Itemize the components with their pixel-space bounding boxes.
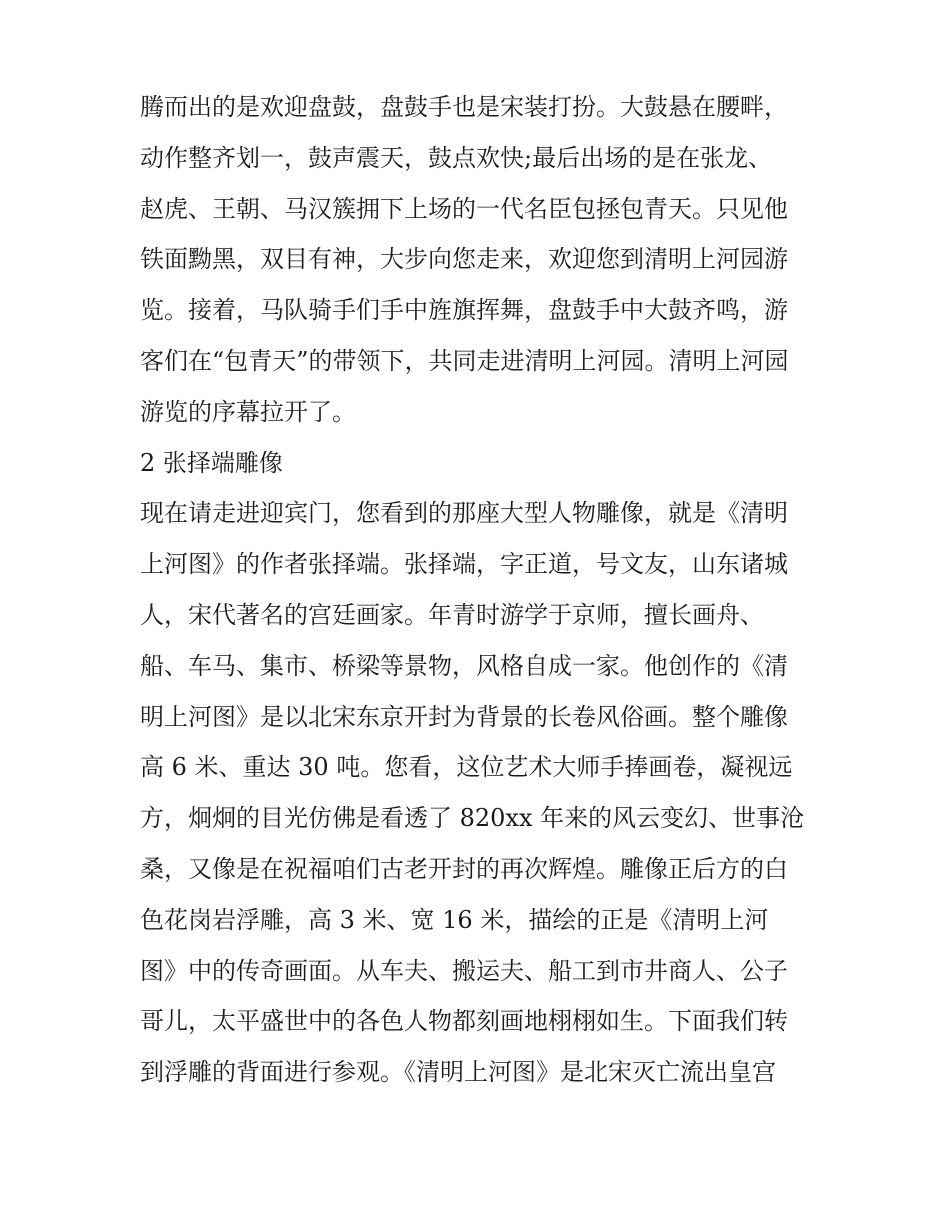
text-line: 哥儿，太平盛世中的各色人物都刻画地栩栩如生。下面我们转 [140,1007,788,1036]
section-heading: 2 张择端雕像 [140,448,283,477]
text-line: 腾而出的是欢迎盘鼓，盘鼓手也是宋装打扮。大鼓悬在腰畔， [140,93,788,121]
text-line: 船、车马、集市、桥梁等景物，风格自成一家。他创作的《清 [140,651,788,680]
text-line: 览。接着，马队骑手们手中旌旗挥舞，盘鼓手中大鼓齐鸣，游 [140,296,788,325]
text-line: 游览的序幕拉开了。 [140,397,356,426]
text-line: 桑，又像是在祝福咱们古老开封的再次辉煌。雕像正后方的白 [140,854,788,883]
text-line: 明上河图》是以北宋东京开封为背景的长卷风俗画。整个雕像 [140,702,788,731]
text-line: 人，宋代著名的宫廷画家。年青时游学于京师，擅长画舟、 [140,600,764,629]
text-line: 图》中的传奇画面。从车夫、搬运夫、船工到市井商人、公子 [140,956,788,985]
text-line: 动作整齐划一，鼓声震天，鼓点欢快;最后出场的是在张龙、 [140,143,773,172]
text-line: 到浮雕的背面进行参观。《清明上河图》是北宋灭亡流出皇宫 [140,1058,776,1087]
text-line: 高 6 米、重达 30 吨。您看，这位艺术大师手捧画卷，凝视远 [140,753,793,782]
body-text [140,82,830,1098]
text-line: 现在请走进迎宾门，您看到的那座大型人物雕像，就是《清明 [140,499,788,528]
text-line: 上河图》的作者张择端。张择端，字正道，号文友，山东诸城 [140,550,788,579]
text-line: 客们在“包青天”的带领下，共同走进清明上河园。清明上河园 [140,346,789,375]
text-line: 赵虎、王朝、马汉簇拥下上场的一代名臣包拯包青天。只见他 [140,194,788,223]
text-line: 方，炯炯的目光仿佛是看透了 820xx 年来的风云变幻、世事沧 [140,804,805,833]
text-line: 铁面黝黑，双目有神，大步向您走来，欢迎您到清明上河园游 [140,245,788,274]
text-line: 色花岗岩浮雕，高 3 米、宽 16 米，描绘的正是《清明上河 [140,905,769,934]
